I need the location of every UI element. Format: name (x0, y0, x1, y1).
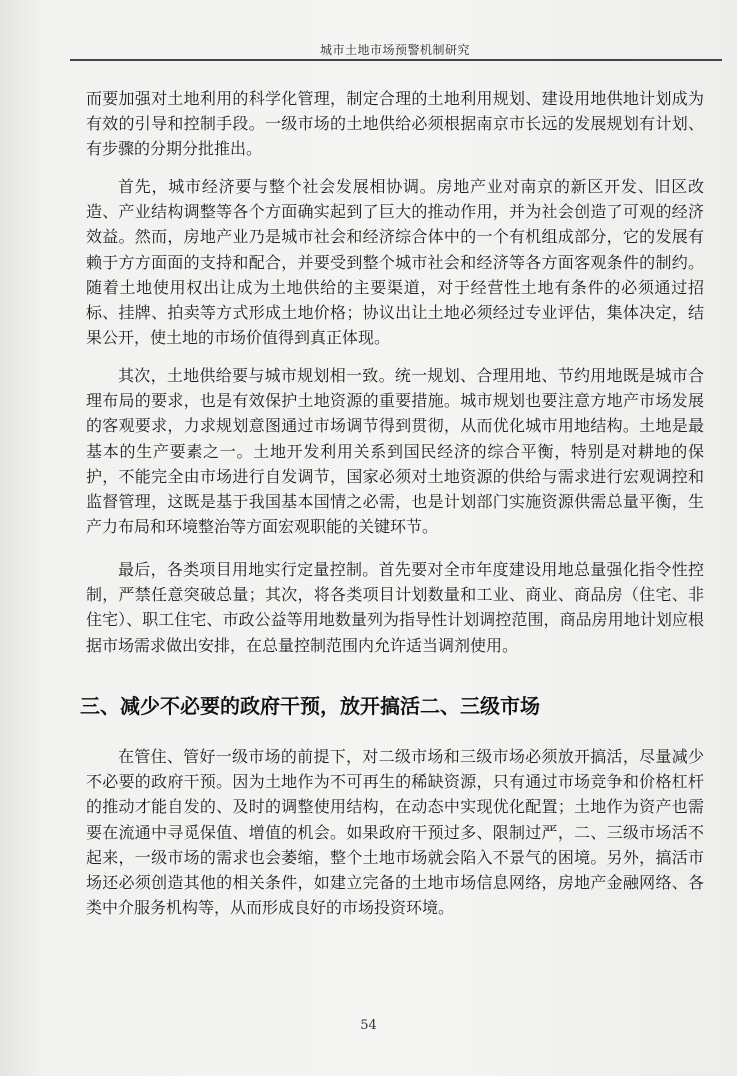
section-heading: 三、减少不必要的政府干预，放开搞活二、三级市场 (80, 694, 540, 718)
running-header: 城市土地市场预警机制研究 (319, 43, 470, 57)
paragraph-section-body: 在管住、管好一级市场的前提下，对二级市场和三级市场必须放开搞活，尽量减少不必要的政府干预。因为土地作为不可再生的稀缺资源，只有通过市场竞争和价格杠杆的推动才能自发的、及时的调整使用结构，在动态中实现优化配置；土地作为资产也需要在流通中寻觅保值、增值的机会。如果政府干预过多、限制过严，二、三级市场活不起来，一级市场的需求也会萎缩，整个土地市场就会陷入不景气的困境。另外，搞活市场还必须创造其他的相关条件，如建立完备的土地市场信息网络，房地产金融网络、各类中介服务机构等，从而形成良好的市场投资环境。 (86, 747, 704, 918)
paragraph-second: 其次，土地供给要与城市规划相一致。统一规划、合理用地、节约用地既是城市合理布局的要求，也是有效保护土地资源的重要措施。城市规划也要注意方地产市场发展的客观要求，力求规划意图通过市场调节得到贯彻，从而优化城市用地结构。土地是最基本的生产要素之一。土地开发利用关系到国民经济的综合平衡，特别是对耕地的保护，不能完全由市场进行自发调节，国家必须对土地资源的供给与需求进行宏观调控和监督管理，这既是基于我国基本国情之必需，也是计划部门实施资源供需总量平衡，生产力布局和环境整治等方面宏观职能的关键环节。 (86, 366, 704, 537)
paragraph-last: 最后，各类项目用地实行定量控制。首先要对全市年度建设用地总量强化指令性控制，严禁任意突破总量；其次，将各类项目计划数量和工业、商业、商品房（住宅、非住宅）、职工住宅、市政公益等用地数量列为指导性计划调控范围，商品房用地计划应根据市场需求做出安排，在总量控制范围内允许适当调剂使用。 (86, 560, 704, 655)
page-number: 54 (360, 1018, 377, 1033)
header-rule (70, 59, 722, 61)
paragraph-continuation: 而要加强对土地利用的科学化管理，制定合理的土地利用规划、建设用地供地计划成为有效的引导和控制手段。一级市场的土地供给必须根据南京市长远的发展规划有计划、有步骤的分期分批推出。 (86, 89, 704, 159)
paragraph-first: 首先，城市经济要与整个社会发展相协调。房地产业对南京的新区开发、旧区改造、产业结构调整等各个方面确实起到了巨大的推动作用，并为社会创造了可观的经济效益。然而，房地产业乃是城市社会和经济综合体中的一个有机组成部分，它的发展有赖于方方面面的支持和配合，并要受到整个城市社会和经济等各方面客观条件的制约。随着土地使用权出让成为土地供给的主要渠道，对于经营性土地有条件的必须通过招标、挂牌、拍卖等方式形成土地价格；协议出让土地必须经过专业评估，集体决定，结果公开，使土地的市场价值得到真正体现。 (86, 177, 704, 348)
